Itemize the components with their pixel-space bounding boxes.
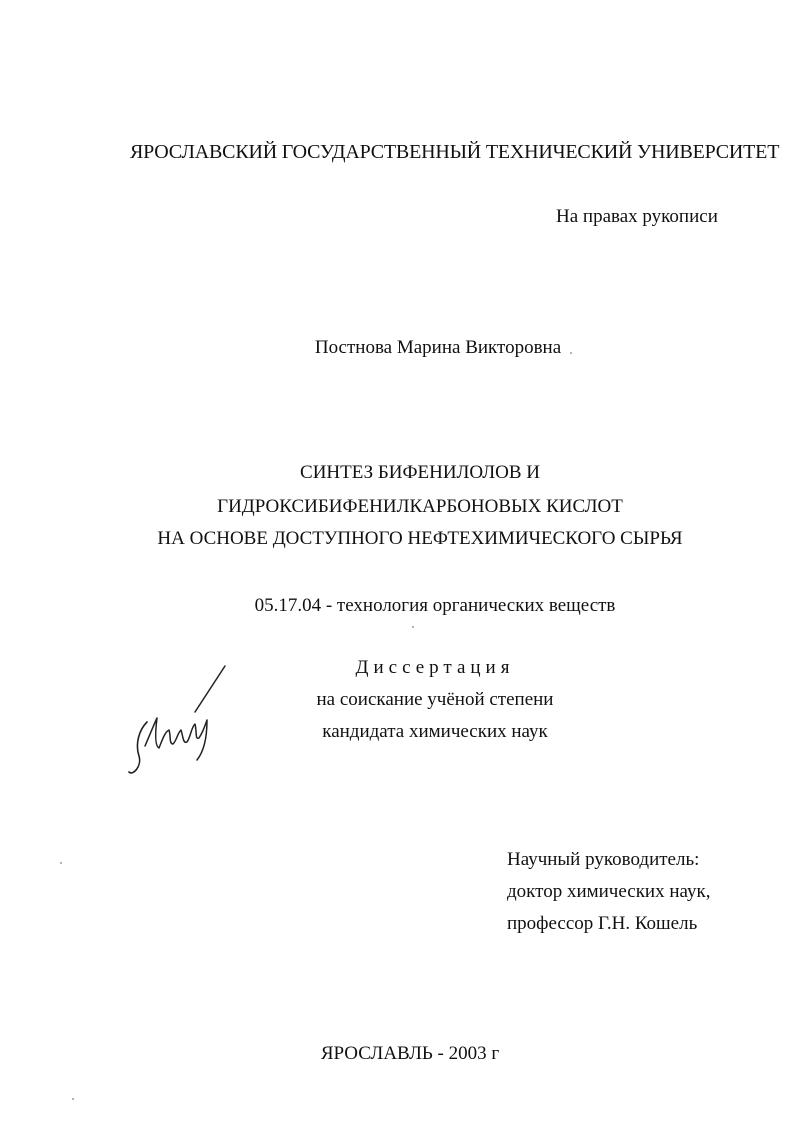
scan-speck [412, 626, 414, 628]
university-name: ЯРОСЛАВСКИЙ ГОСУДАРСТВЕННЫЙ ТЕХНИЧЕСКИЙ УНИВЕРСИТЕТ [130, 141, 780, 163]
city-year: ЯРОСЛАВЛЬ - 2003 г [320, 1043, 500, 1064]
supervisor-name: профессор Г.Н. Кошель [507, 913, 698, 934]
rights-notice: На правах рукописи [556, 206, 718, 227]
supervisor-degree: доктор химических наук, [507, 881, 711, 902]
thesis-title-line-2: ГИДРОКСИБИФЕНИЛКАРБОНОВЫХ КИСЛОТ [217, 496, 623, 517]
author-name: Постнова Марина Викторовна [314, 337, 562, 358]
scan-speck [60, 862, 62, 864]
degree-line-2: кандидата химических наук [322, 721, 548, 742]
dissertation-label: Диссертация [355, 657, 515, 678]
scan-speck [72, 1098, 74, 1100]
thesis-title-line-1: СИНТЕЗ БИФЕНИЛОЛОВ И [300, 462, 540, 483]
scan-speck [570, 352, 572, 354]
thesis-title-line-3: НА ОСНОВЕ ДОСТУПНОГО НЕФТЕХИМИЧЕСКОГО СЫРЬЯ [157, 528, 683, 549]
degree-line-1: на соискание учёной степени [316, 689, 554, 710]
handwritten-signature-icon [125, 660, 235, 785]
supervisor-heading: Научный руководитель: [507, 849, 700, 870]
specialty-code: 05.17.04 - технология органических веществ [254, 595, 616, 616]
